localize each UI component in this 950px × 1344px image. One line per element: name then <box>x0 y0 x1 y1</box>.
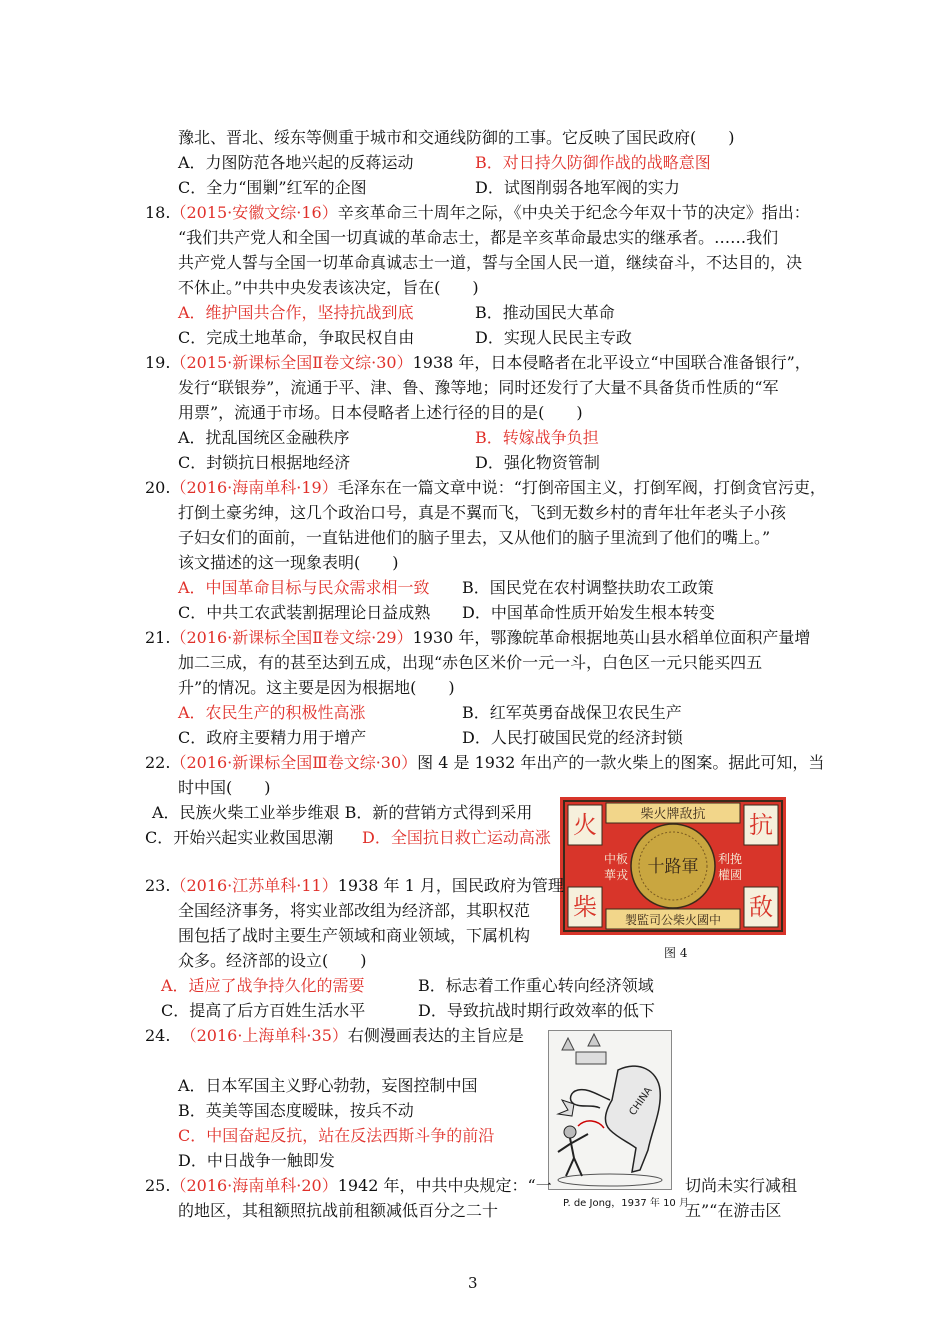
q25-number: 25. <box>145 1176 171 1195</box>
q23-option-d[interactable]: D．导致抗战时期行政效率的低下 <box>418 1001 655 1020</box>
matchbox-label-figure <box>560 797 786 935</box>
q23-stem-line-4: 众多。经济部的设立( ) <box>178 951 367 970</box>
q22-option-a-b[interactable]: A．民族火柴工业举步维艰 B．新的营销方式得到采用 <box>152 803 533 822</box>
q20-number: 20. <box>145 478 171 497</box>
cartoon-figure <box>548 1030 672 1190</box>
q19-stem-line-3: 用票”，流通于市场。日本侵略者上述行径的目的是( ) <box>178 403 583 422</box>
background-table <box>576 1052 606 1064</box>
q20-option-d[interactable]: D．中国革命性质开始发生根本转变 <box>462 603 715 622</box>
q17-option-d[interactable]: D．试图削弱各地军阀的实力 <box>475 178 680 197</box>
q19-option-b[interactable]: B．转嫁战争负担 <box>475 428 599 447</box>
q24-first-line <box>145 1026 524 1048</box>
q25-line2-right: 五”“在游击区 <box>685 1201 782 1220</box>
q19-stem-line-1: 1938 年，日本侵略者在北平设立“中国联合准备银行”， <box>412 353 811 372</box>
q23-option-b[interactable]: B．标志着工作重心转向经济领域 <box>418 976 654 995</box>
q21-option-b[interactable]: B．红军英勇奋战保卫农民生产 <box>462 703 682 722</box>
q21-option-c[interactable]: C．政府主要精力用于增产 <box>178 728 367 747</box>
q24-number: 24. <box>145 1026 171 1045</box>
q18-option-b[interactable]: B．推动国民大革命 <box>475 303 615 322</box>
q23-source: （2016·江苏单科·11） <box>170 876 338 895</box>
q22-stem-line-1: 图 4 是 1932 年出产的一款火柴上的图案。据此可知，当 <box>417 753 825 772</box>
matchbox-bottom-text: 製監司公柴火國中 <box>624 913 722 927</box>
q18-first-line <box>145 203 810 225</box>
q20-stem-line-2: 打倒土豪劣绅，这几个政治口号，真是不翼而飞，飞到无数乡村的青年壮年老头子小孩 <box>178 503 787 522</box>
q18-number: 18. <box>145 203 171 222</box>
q18-option-d[interactable]: D．实现人民民主专政 <box>475 328 632 347</box>
q20-source: （2016·海南单科·19） <box>170 478 338 497</box>
q25-line1-right: 切尚未实行减租 <box>685 1176 798 1195</box>
q24-source: （2016·上海单科·35） <box>180 1026 348 1045</box>
q21-number: 21. <box>145 628 171 647</box>
figure-4-caption: 图 4 <box>664 946 688 960</box>
q18-stem-line-2: “我们共产党人和全国一切真诚的革命志士，都是辛亥革命最忠实的继承者。……我们 <box>178 228 779 247</box>
q22-option-d[interactable]: D．全国抗日救亡运动高涨 <box>362 828 551 847</box>
matchbox-corner-char-1: 火 <box>573 811 597 839</box>
q18-option-a[interactable]: A．维护国共合作，坚持抗战到底 <box>178 303 414 322</box>
page-number: 3 <box>468 1274 478 1292</box>
q25-line1-left: 1942 年，中共中央规定：“一 <box>337 1176 552 1195</box>
matchbox-right-text-2: 權國 <box>717 868 743 882</box>
q20-option-b[interactable]: B．国民党在农村调整扶助农工政策 <box>462 578 714 597</box>
q20-option-a[interactable]: A．中国革命目标与民众需求相一致 <box>178 578 430 597</box>
q22-option-c[interactable]: C．开始兴起实业救国思潮 <box>145 828 334 847</box>
q23-number: 23. <box>145 876 171 895</box>
matchbox-left-text-1: 中板 <box>603 852 629 866</box>
q22-first-line <box>145 753 824 775</box>
q23-first-line <box>145 876 564 898</box>
q18-stem-line-4: 不休止。”中共中央发表该决定，旨在( ) <box>178 278 479 297</box>
matchbox-top-text: 柴火牌敌抗 <box>640 807 706 822</box>
q23-option-c[interactable]: C．提高了后方百姓生活水平 <box>161 1001 366 1020</box>
q22-number: 22. <box>145 753 171 772</box>
q18-option-c[interactable]: C．完成土地革命，争取民权自由 <box>178 328 415 347</box>
q19-option-a[interactable]: A．扰乱国统区金融秩序 <box>178 428 350 447</box>
matchbox-right-text-1: 利挽 <box>717 852 743 866</box>
q25-first-line <box>145 1176 552 1198</box>
q17-option-c[interactable]: C．全力“围剿”红军的企图 <box>178 178 367 197</box>
q25-source: （2016·海南单科·20） <box>170 1176 338 1195</box>
q22-source: （2016·新课标全国Ⅲ卷文综·30） <box>170 753 418 772</box>
q24-option-d[interactable]: D．中日战争一触即发 <box>178 1151 335 1170</box>
q20-stem-line-1: 毛泽东在一篇文章中说：“打倒帝国主义，打倒军阀，打倒贪官污吏， <box>337 478 826 497</box>
q20-option-c[interactable]: C．中共工农武装割据理论日益成熟 <box>178 603 431 622</box>
q24-option-b[interactable]: B．英美等国态度暧昧，按兵不动 <box>178 1101 414 1120</box>
matchbox-center-text: 十路軍 <box>647 857 699 877</box>
q21-stem-line-2: 加二三成，有的甚至达到五成，出现“赤色区米价一元一斗，白色区一元只能买四五 <box>178 653 763 672</box>
q21-first-line <box>145 628 810 650</box>
q24-stem: 右侧漫画表达的主旨应是 <box>347 1026 524 1045</box>
q21-option-a[interactable]: A．农民生产的积极性高涨 <box>178 703 366 722</box>
q20-stem-line-3: 子妇女们的面前，一直钻进他们的脑子里去，又从他们的脑子里流到了他们的嘴上。” <box>178 528 771 547</box>
q18-source: （2015·安徽文综·16） <box>170 203 338 222</box>
q19-stem-line-2: 发行“联银券”，流通于平、津、鲁、豫等地；同时还发行了大量不具备货币性质的“军 <box>178 378 779 397</box>
q23-stem-line-1: 1938 年 1 月，国民政府为管理 <box>337 876 564 895</box>
q19-option-c[interactable]: C．封锁抗日根据地经济 <box>178 453 351 472</box>
q21-option-d[interactable]: D．人民打破国民党的经济封锁 <box>462 728 683 747</box>
q18-stem-line-1: 辛亥革命三十周年之际，《中央关于纪念今年双十节的决定》指出： <box>337 203 810 222</box>
q24-option-c[interactable]: C．中国奋起反抗，站在反法西斯斗争的前沿 <box>178 1126 495 1145</box>
q17-option-a[interactable]: A．力图防范各地兴起的反蒋运动 <box>178 153 414 172</box>
q21-stem-line-1: 1930 年，鄂豫皖革命根据地英山县水稻单位面积产量增 <box>412 628 811 647</box>
q24-option-a[interactable]: A．日本军国主义野心勃勃，妄图控制中国 <box>178 1076 478 1095</box>
q19-first-line <box>145 353 811 375</box>
q23-stem-line-3: 围包括了战时主要生产领域和商业领域，下属机构 <box>178 926 531 945</box>
q20-first-line <box>145 478 826 500</box>
q19-number: 19. <box>145 353 171 372</box>
q17-stem-tail: 豫北、晋北、绥东等侧重于城市和交通线防御的工事。它反映了国民政府( ) <box>178 128 735 147</box>
q23-option-a[interactable]: A．适应了战争持久化的需要 <box>161 976 365 995</box>
q25-line2-left: 的地区，其租额照抗战前租额减低百分之二十 <box>178 1201 499 1220</box>
q23-stem-line-2: 全国经济事务，将实业部改组为经济部，其职权范 <box>178 901 531 920</box>
figure-head <box>564 1126 576 1138</box>
cartoon-caption: P. de Jong，1937 年 10 月 <box>563 1198 689 1209</box>
matchbox-left-text-2: 華戎 <box>603 868 629 882</box>
q22-stem-line-2: 时中国( ) <box>178 778 271 797</box>
matchbox-corner-char-2: 抗 <box>749 811 773 839</box>
cartoon-china-label: CHINA <box>627 1085 655 1118</box>
q21-stem-line-3: 升”的情况。这主要是因为根据地( ) <box>178 678 455 697</box>
q20-stem-line-4: 该文描述的这一现象表明( ) <box>178 553 399 572</box>
q18-stem-line-3: 共产党人誓与全国一切革命真诚志士一道，誓与全国人民一道，继续奋斗，不达目的，决 <box>178 253 803 272</box>
matchbox-corner-char-4: 敌 <box>749 893 773 921</box>
q19-option-d[interactable]: D．强化物资管制 <box>475 453 600 472</box>
q21-source: （2016·新课标全国Ⅱ卷文综·29） <box>170 628 413 647</box>
q17-option-b[interactable]: B．对日持久防御作战的战略意图 <box>475 153 711 172</box>
matchbox-corner-char-3: 柴 <box>573 893 597 921</box>
q19-source: （2015·新课标全国Ⅱ卷文综·30） <box>170 353 413 372</box>
